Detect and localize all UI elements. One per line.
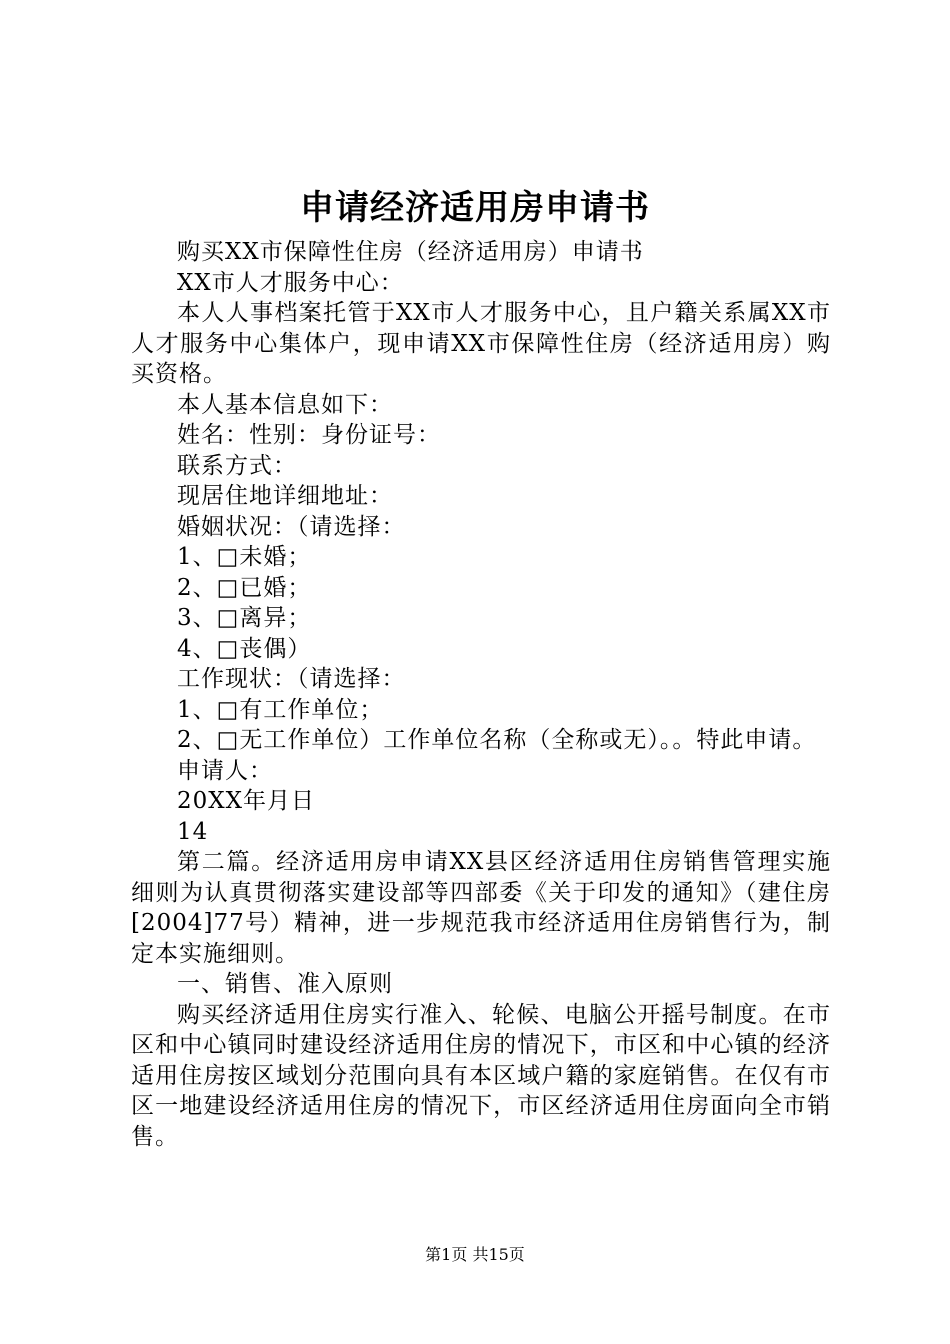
paragraph: 申请人： xyxy=(177,757,273,784)
page-footer: 第1页 共15页 xyxy=(425,1245,525,1264)
document-body xyxy=(131,237,831,1152)
paragraph: 2、□已婚； xyxy=(177,574,312,601)
paragraph: 2、□无工作单位）工作单位名称（全称或无）。。特此申请。 xyxy=(177,727,817,753)
paragraph: 购买经济适用住房实行准入、轮候、电脑公开摇号制度。在市区和中心镇同时建设经济适用住房的情况下，市区和中心镇的经济适用住房按区域划分范围向具有本区域户籍的家庭销售。在仅有市区一地建设经济适用住房的情况下，市区经济适用住房面向全市销售。 xyxy=(131,1001,831,1150)
paragraph: 4、□丧偶） xyxy=(177,635,312,662)
paragraph: 1、□有工作单位； xyxy=(177,696,384,723)
paragraph: 婚姻状况：（请选择： xyxy=(177,513,406,540)
paragraph: 本人人事档案托管于XX市人才服务中心，且户籍关系属XX市人才服务中心集体户，现申请XX市保障性住房（经济适用房）购买资格。 xyxy=(131,300,831,387)
paragraph: 3、□离异； xyxy=(177,605,312,631)
document-title: 申请经济适用房申请书 xyxy=(300,188,650,228)
paragraph: 姓名：性别：身份证号： xyxy=(177,422,441,448)
paragraph: 一、销售、准入原则 xyxy=(177,971,393,997)
paragraph: XX市人才服务中心： xyxy=(177,269,404,296)
paragraph: 工作现状：（请选择： xyxy=(177,666,406,692)
paragraph: 14 xyxy=(177,818,209,845)
paragraph: 现居住地详细地址： xyxy=(177,483,393,509)
paragraph: 第二篇。经济适用房申请XX县区经济适用住房销售管理实施细则为认真贯彻落实建设部等四部委《关于印发的通知》（建住房[2004]77号）精神，进一步规范我市经济适用住房销售行为，制定本实施细则。 xyxy=(131,849,831,967)
paragraph: 1、□未婚； xyxy=(177,544,312,570)
paragraph: 购买XX市保障性住房（经济适用房）申请书 xyxy=(177,239,644,265)
paragraph: 20XX年月日 xyxy=(177,788,316,814)
paragraph: 本人基本信息如下： xyxy=(177,391,393,418)
paragraph: 联系方式： xyxy=(177,452,297,479)
